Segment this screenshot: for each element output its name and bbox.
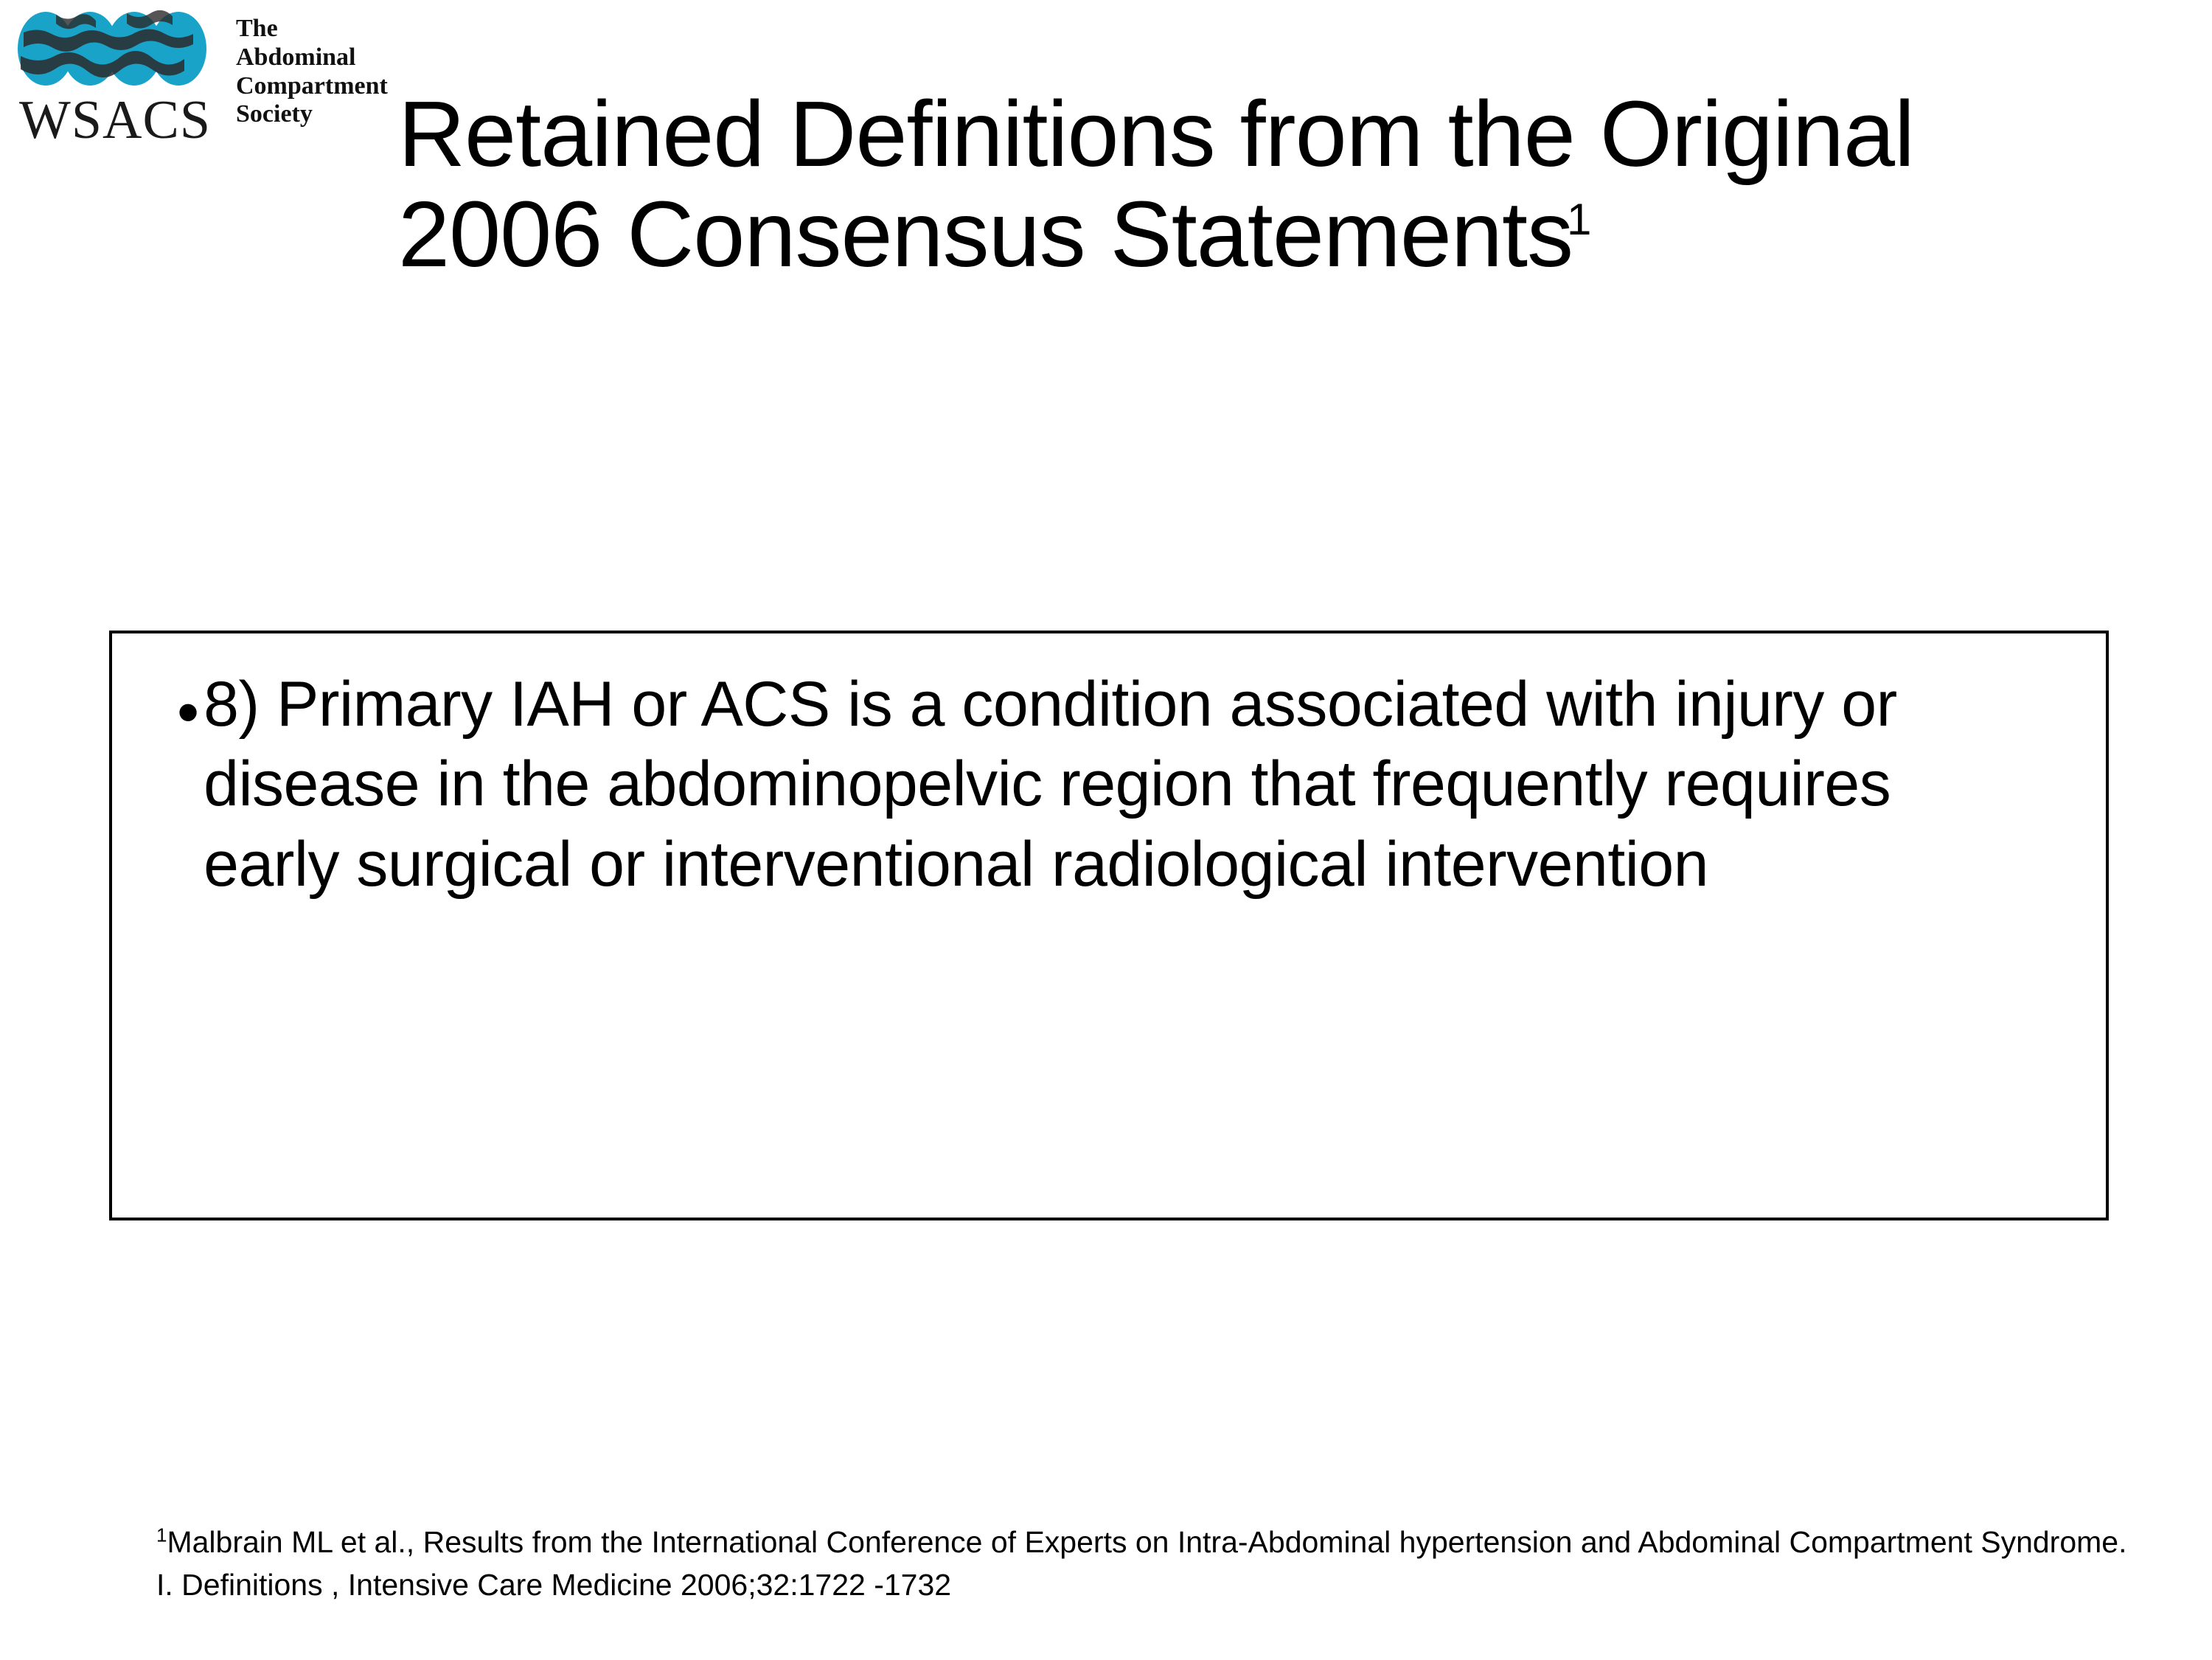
content-box	[109, 631, 2109, 1220]
footnote	[156, 1521, 2132, 1606]
logo-subtitle	[236, 10, 388, 129]
logo-wordmark: WSACS	[19, 90, 211, 150]
logo-subtitle-line-1: The	[236, 15, 278, 42]
logo-subtitle-line-2: Abdominal	[236, 43, 356, 71]
list-item	[112, 633, 2106, 904]
footnote-superscript: 1	[156, 1524, 167, 1546]
globe-icon	[16, 10, 214, 90]
bullet-text: 8) Primary IAH or ACS is a condition associated with injury or disease in the abdominopelvic region that frequently requires early surgical or interventional radiological intervention	[204, 669, 1897, 900]
wsacs-logo	[16, 10, 388, 180]
footnote-text: Malbrain ML et al., Results from the International Conference of Experts on Intra-Abdominal hypertension and Abdominal Compartment Syndrome. I. Definitions , Intensive Care Medicine 2006;32:1722 -1732	[156, 1525, 2127, 1602]
logo-mark	[16, 10, 214, 150]
page-title-text: Retained Definitions from the Original 2006 Consensus Statements	[398, 82, 1915, 287]
page-title	[398, 84, 2116, 285]
page-title-superscript: 1	[1567, 195, 1591, 245]
logo-subtitle-line-3: Compartment	[236, 72, 388, 100]
bullet-marker-icon: •	[177, 677, 200, 748]
logo-subtitle-line-4: Society	[236, 100, 313, 128]
